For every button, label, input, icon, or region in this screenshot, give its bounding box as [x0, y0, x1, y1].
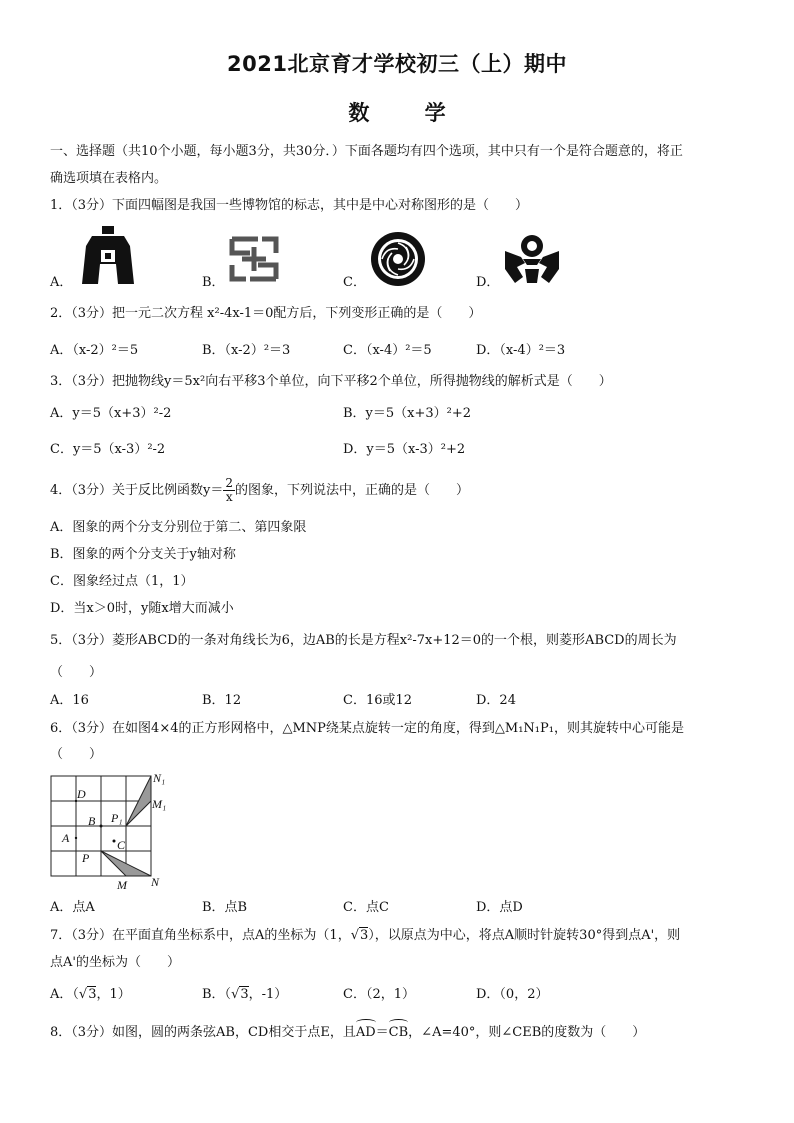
- q8-equals: ＝: [375, 1025, 389, 1040]
- label-m: M: [117, 878, 127, 892]
- point-c: [113, 840, 116, 843]
- q4-fraction-numerator: 2: [225, 476, 234, 490]
- label-p1: P₁: [111, 811, 123, 825]
- q2-option-a: A．（x-2）²＝5: [50, 343, 139, 358]
- q3-stem: 3．（3分）把抛物线y＝5x²向右平移3个单位，向下平移2个单位，所得抛物线的解析式是（ ）: [50, 374, 612, 389]
- q6-option-c: C．点C: [343, 900, 389, 915]
- label-a: A: [62, 831, 70, 845]
- label-n1: N₁: [153, 771, 166, 785]
- subject-title: 数 学: [348, 101, 446, 125]
- q6-stem-line2: （ ）: [50, 747, 103, 762]
- label-c: C: [117, 838, 126, 852]
- q5-option-c: C．16或12: [343, 693, 413, 708]
- q7-stem-before: 7．（3分）在平面直角坐标系中，点A的坐标为（1，: [50, 928, 351, 943]
- q5-stem-line2: （ ）: [50, 665, 103, 680]
- q7-option-d: D．（0，2）: [476, 987, 549, 1002]
- point-b: [100, 825, 103, 828]
- q4-fraction: [223, 477, 235, 504]
- q5-option-b: B．12: [202, 693, 242, 708]
- museum-logo-c-icon: [370, 231, 426, 287]
- q3-option-a: A．y＝5（x+3）²-2: [50, 406, 172, 421]
- sqrt-symbol: √: [78, 987, 88, 1002]
- page-title: 2021北京育才学校初三（上）期中: [227, 52, 567, 76]
- q7-option-a-pre: A．（: [50, 987, 79, 1002]
- q7-option-a-sqrt: 3: [88, 987, 97, 1002]
- q7-option-b-post: ，-1）: [248, 987, 288, 1002]
- label-n: N: [151, 875, 160, 889]
- q7-option-b-sqrt: 3: [240, 987, 249, 1002]
- sqrt-symbol: √: [350, 928, 359, 943]
- q4-stem: [50, 477, 469, 504]
- q2-option-d: D．（x-4）²＝3: [476, 343, 566, 358]
- museum-logo-b-icon: [228, 233, 280, 285]
- q8-arc-cb: CB: [389, 1021, 409, 1042]
- q3-option-c: C．y＝5（x-3）²-2: [50, 442, 166, 457]
- q5-option-a: A．16: [50, 693, 89, 708]
- q7-stem-line2: 点A'的坐标为（ ）: [50, 955, 180, 970]
- section-intro-line2: 确选项填在表格内。: [50, 171, 168, 186]
- sqrt-symbol: √: [231, 987, 240, 1002]
- label-m1: M₁: [152, 797, 167, 811]
- q7-option-c: C．（2，1）: [343, 987, 415, 1002]
- q7-stem-after: ），以原点为中心，将点A顺时针旋转30°得到点A'，则: [368, 928, 681, 943]
- q8-stem: [50, 1021, 645, 1042]
- q6-option-d: D．点D: [476, 900, 523, 915]
- point-a: [75, 837, 77, 839]
- q2-option-c: C．（x-4）²＝5: [343, 343, 432, 358]
- q3-option-d: D．y＝5（x-3）²+2: [343, 442, 466, 457]
- museum-logo-d-icon: [503, 233, 561, 285]
- label-b: B: [88, 814, 96, 828]
- q4-stem-before: 4．（3分）关于反比例函数y＝: [50, 483, 224, 498]
- q8-arc-ad: AD: [356, 1021, 376, 1042]
- q8-stem-after: ，∠A=40°，则∠CEB的度数为（ ）: [408, 1025, 646, 1040]
- q8-stem-before: 8．（3分）如图，圆的两条弦AB，CD相交于点E，且: [50, 1025, 356, 1040]
- q1-label-b: B．: [202, 275, 225, 290]
- q6-grid-figure: [44, 768, 174, 894]
- q3-option-b: B．y＝5（x+3）²+2: [343, 406, 472, 421]
- q4-option-c: C．图象经过点（1，1）: [50, 574, 194, 589]
- q2-stem: 2．（3分）把一元二次方程 x²-4x-1＝0配方后，下列变形正确的是（ ）: [50, 306, 482, 321]
- q7-sqrt-value: 3: [360, 928, 369, 943]
- section-intro-line1: 一、选择题（共10个小题，每小题3分，共30分．）下面各题均有四个选项，其中只有一个是符合题意的，将正: [50, 144, 683, 159]
- q6-option-b: B．点B: [202, 900, 248, 915]
- q2-option-b: B．（x-2）²＝3: [202, 343, 291, 358]
- label-d: D: [77, 787, 86, 801]
- q4-option-a: A．图象的两个分支分别位于第二、第四象限: [50, 520, 307, 535]
- q4-option-d: D．当x＞0时，y随x增大而减小: [50, 601, 234, 616]
- museum-logo-a-icon: [78, 226, 138, 286]
- q7-stem-line1: [50, 927, 680, 945]
- q4-stem-after: 的图象，下列说法中，正确的是（ ）: [235, 483, 470, 498]
- q7-option-b: [202, 986, 287, 1004]
- q7-option-a: [50, 986, 131, 1004]
- q1-stem: 1．（3分）下面四幅图是我国一些博物馆的标志，其中是中心对称图形的是（ ）: [50, 198, 529, 213]
- q1-label-d: D．: [476, 275, 500, 290]
- q7-option-b-pre: B．（: [202, 987, 232, 1002]
- q5-option-d: D．24: [476, 693, 516, 708]
- q6-option-a: A．点A: [50, 900, 95, 915]
- q4-fraction-denominator: x: [225, 490, 233, 504]
- q1-label-c: C．: [343, 275, 366, 290]
- label-p: P: [82, 851, 90, 865]
- q7-option-a-post: ，1）: [96, 987, 131, 1002]
- q6-stem-line1: 6．（3分）在如图4×4的正方形网格中，△MNP绕某点旋转一定的角度，得到△M₁N₁P₁，则其旋转中心可能是: [50, 721, 684, 736]
- q5-stem-line1: 5．（3分）菱形ABCD的一条对角线长为6，边AB的长是方程x²-7x+12＝0的一个根，则菱形ABCD的周长为: [50, 633, 677, 648]
- q1-label-a: A．: [50, 275, 73, 290]
- q4-option-b: B．图象的两个分支关于y轴对称: [50, 547, 236, 562]
